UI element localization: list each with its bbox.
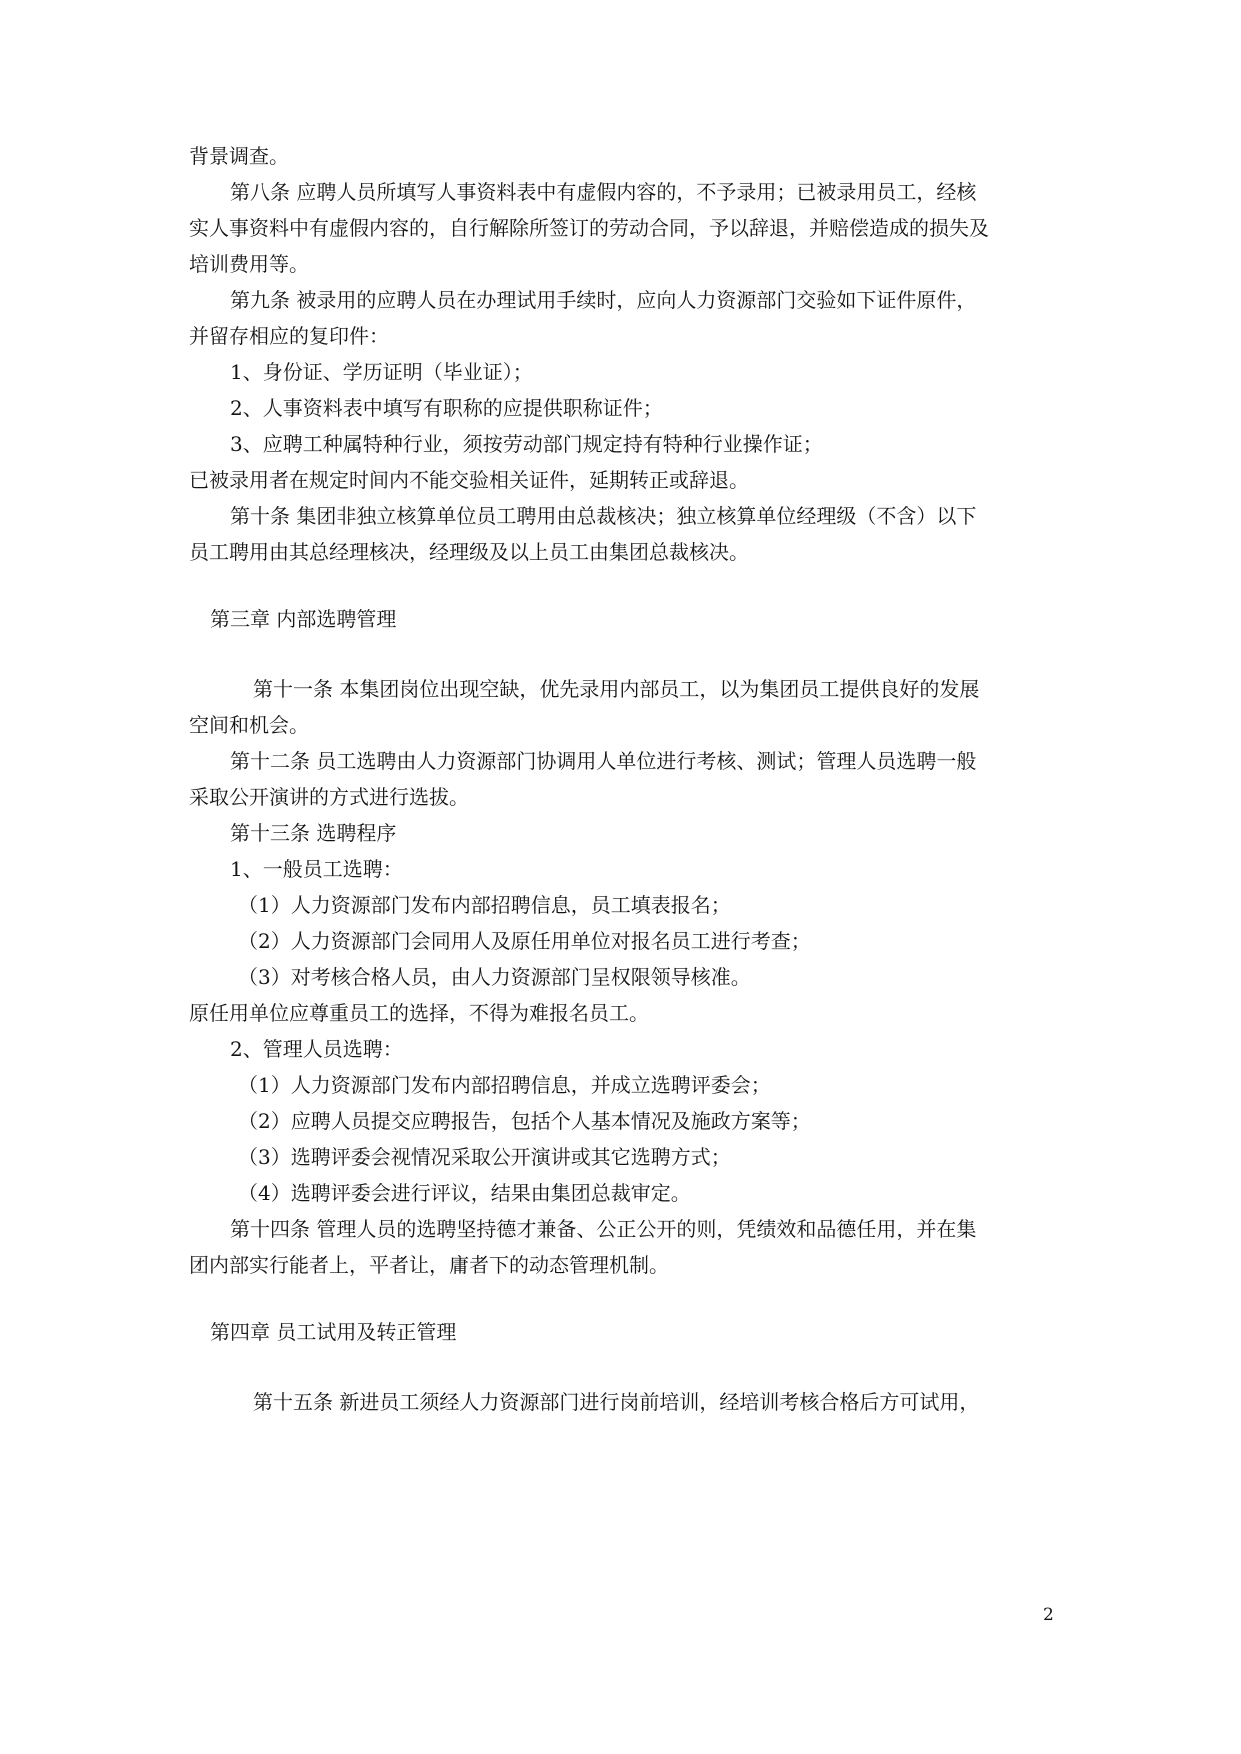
- chapter-heading: 第四章 员工试用及转正管理: [210, 1320, 457, 1344]
- text-line: 采取公开演讲的方式进行选拔。: [189, 785, 469, 809]
- list-item: 1、一般员工选聘：: [230, 857, 403, 881]
- list-item: （4）选聘评委会进行评议，结果由集团总裁审定。: [238, 1181, 691, 1205]
- page-number: 2: [1043, 1605, 1054, 1625]
- text-line: 第十二条 员工选聘由人力资源部门协调用人单位进行考核、测试；管理人员选聘一般: [230, 749, 977, 773]
- list-item: （3）选聘评委会视情况采取公开演讲或其它选聘方式；: [238, 1145, 731, 1169]
- text-line: 第八条 应聘人员所填写人事资料表中有虚假内容的，不予录用；已被录用员工，经核: [230, 180, 977, 204]
- text-line: 员工聘用由其总经理核决，经理级及以上员工由集团总裁核决。: [189, 540, 749, 564]
- chapter-heading: 第三章 内部选聘管理: [210, 607, 397, 631]
- list-item: （2）人力资源部门会同用人及原任用单位对报名员工进行考查；: [238, 929, 811, 953]
- text-line: 已被录用者在规定时间内不能交验相关证件，延期转正或辞退。: [189, 468, 749, 492]
- list-item: （2）应聘人员提交应聘报告，包括个人基本情况及施政方案等；: [238, 1109, 811, 1133]
- text-line: 第十五条 新进员工须经人力资源部门进行岗前培训，经培训考核合格后方可试用，: [253, 1390, 980, 1414]
- text-line: 第九条 被录用的应聘人员在办理试用手续时，应向人力资源部门交验如下证件原件，: [230, 288, 977, 312]
- list-item: 2、人事资料表中填写有职称的应提供职称证件；: [230, 396, 663, 420]
- text-line: 实人事资料中有虚假内容的，自行解除所签订的劳动合同，予以辞退，并赔偿造成的损失及: [189, 216, 989, 240]
- text-line: 背景调查。: [189, 144, 289, 168]
- list-item: 2、管理人员选聘：: [230, 1037, 403, 1061]
- text-line: 空间和机会。: [189, 713, 309, 737]
- list-item: 3、应聘工种属特种行业，须按劳动部门规定持有特种行业操作证；: [230, 432, 823, 456]
- text-line: 第十条 集团非独立核算单位员工聘用由总裁核决；独立核算单位经理级（不含）以下: [230, 504, 977, 528]
- text-line: 并留存相应的复印件：: [189, 324, 389, 348]
- text-line: 原任用单位应尊重员工的选择，不得为难报名员工。: [189, 1001, 649, 1025]
- text-line: 第十四条 管理人员的选聘坚持德才兼备、公正公开的则，凭绩效和品德任用，并在集: [230, 1217, 977, 1241]
- list-item: （3）对考核合格人员，由人力资源部门呈权限领导核准。: [238, 965, 751, 989]
- text-line: 第十三条 选聘程序: [230, 821, 397, 845]
- text-line: 第十一条 本集团岗位出现空缺，优先录用内部员工，以为集团员工提供良好的发展: [253, 677, 980, 701]
- list-item: 1、身份证、学历证明（毕业证）；: [230, 360, 533, 384]
- list-item: （1）人力资源部门发布内部招聘信息，员工填表报名；: [238, 893, 731, 917]
- text-line: 培训费用等。: [189, 252, 309, 276]
- text-line: 团内部实行能者上，平者让，庸者下的动态管理机制。: [189, 1253, 669, 1277]
- list-item: （1）人力资源部门发布内部招聘信息，并成立选聘评委会；: [238, 1073, 771, 1097]
